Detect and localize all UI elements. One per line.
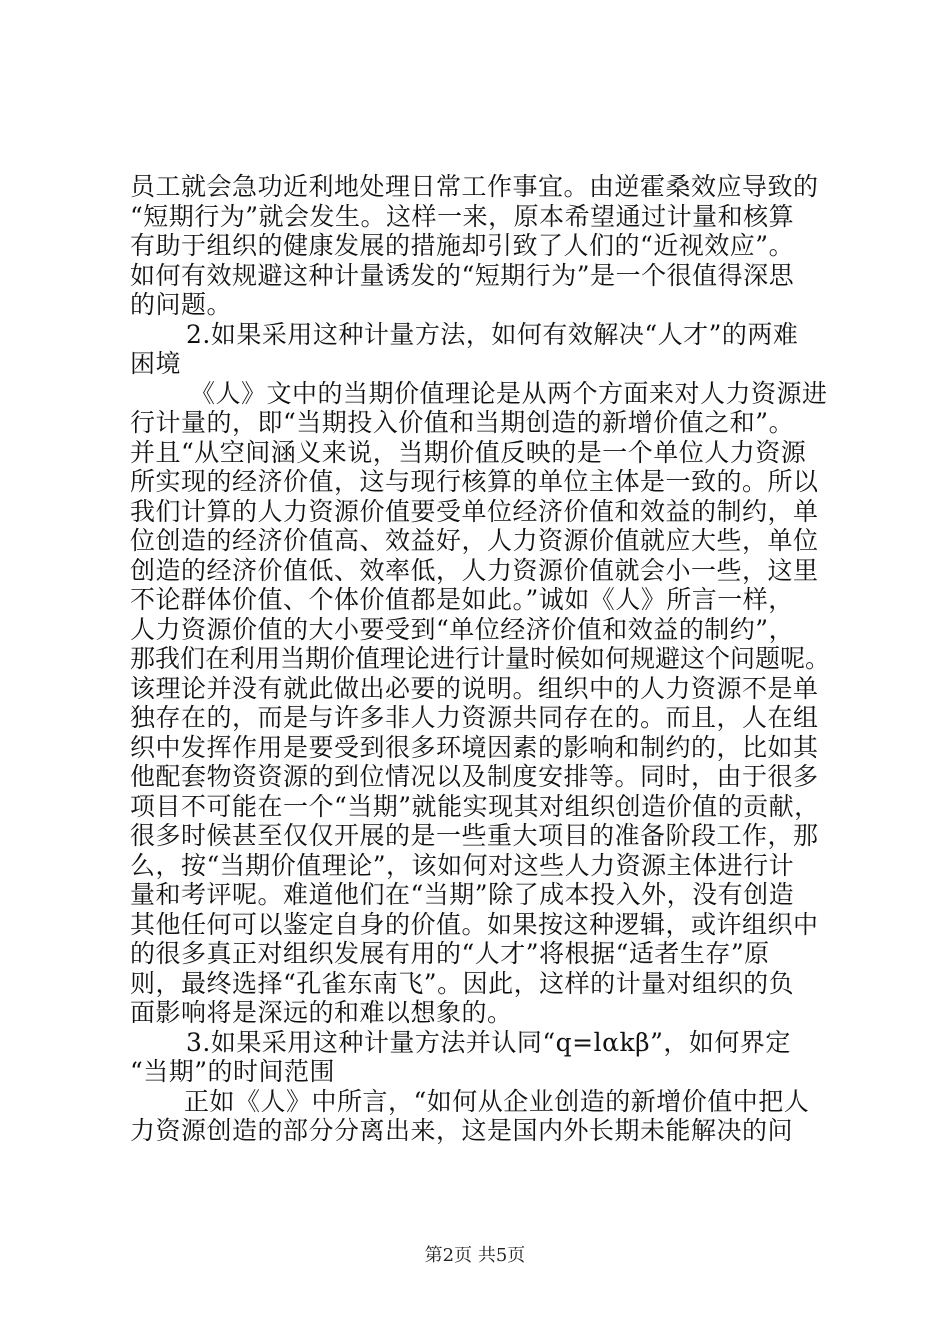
section-heading-2: 2.如果采用这种计量方法，如何有效解决“人才”的两难 bbox=[186, 319, 799, 349]
text-line: 的很多真正对组织发展有用的“人才”将根据“适者生存”原 bbox=[130, 939, 770, 968]
paragraph-start: 《人》文中的当期价值理论是从两个方面来对人力资源进 bbox=[190, 378, 828, 408]
section-heading-2-cont: 困境 bbox=[130, 349, 182, 378]
text-line: 那我们在利用当期价值理论进行计量时候如何规避这个问题呢。 bbox=[130, 644, 831, 673]
text-line: 员工就会急功近利地处理日常工作事宜。由逆霍桑效应导致的 bbox=[130, 172, 819, 201]
text-line: 人力资源价值的大小要受到“单位经济价值和效益的制约”， bbox=[130, 614, 795, 644]
text-line: 并且“从空间涵义来说，当期价值反映的是一个单位人力资源 bbox=[130, 437, 807, 467]
text-line: 则，最终选择“孔雀东南飞”。因此，这样的计量对组织的负 bbox=[130, 968, 795, 998]
text-line: 不论群体价值、个体价值都是如此。”诚如《人》所言一样， bbox=[130, 585, 794, 614]
text-line: 该理论并没有就此做出必要的说明。组织中的人力资源不是单 bbox=[130, 673, 819, 703]
text-line: 独存在的，而是与许多非人力资源共同存在的。而且，人在组 bbox=[130, 703, 819, 732]
text-line: 他配套物资资源的到位情况以及制度安排等。同时，由于很多 bbox=[130, 762, 819, 791]
text-line: 有助于组织的健康发展的措施却引致了人们的“近视效应”。 bbox=[130, 231, 795, 260]
text-line: 位创造的经济价值高、效益好，人力资源价值就应大些，单位 bbox=[130, 526, 819, 555]
text-line: 么，按“当期价值理论”，该如何对这些人力资源主体进行计 bbox=[130, 850, 795, 880]
text-line: 如何有效规避这种计量诱发的“短期行为”是一个很值得深思 bbox=[130, 260, 795, 290]
document-body bbox=[130, 172, 835, 1146]
text-line: 项目不可能在一个“当期”就能实现其对组织创造价值的贡献， bbox=[130, 791, 820, 821]
page-number-label: 第2页 共5页 bbox=[424, 1245, 526, 1266]
text-line: 力资源创造的部分分离出来，这是国内外长期未能解决的问 bbox=[130, 1116, 794, 1145]
text-line: 量和考评呢。难道他们在“当期”除了成本投入外，没有创造 bbox=[130, 880, 795, 909]
section-heading-3: 3.如果采用这种计量方法并认同“q=lαkβ”，如何界定 bbox=[186, 1027, 791, 1057]
page-footer bbox=[0, 1244, 950, 1268]
text-line: 很多时候甚至仅仅开展的是一些重大项目的准备阶段工作，那 bbox=[130, 821, 819, 850]
text-line: 我们计算的人力资源价值要受单位经济价值和效益的制约，单 bbox=[130, 496, 819, 526]
section-heading-3-cont: “当期”的时间范围 bbox=[130, 1057, 336, 1086]
text-line: 面影响将是深远的和难以想象的。 bbox=[130, 998, 513, 1027]
text-line: 行计量的，即“当期投入价值和当期创造的新增价值之和”。 bbox=[130, 408, 795, 437]
text-line: 创造的经济价值低、效率低，人力资源价值就会小一些，这里 bbox=[130, 555, 819, 585]
text-line: 其他任何可以鉴定自身的价值。如果按这种逻辑，或许组织中 bbox=[130, 909, 819, 939]
paragraph-start: 正如《人》中所言，“如何从企业创造的新增价值中把人 bbox=[184, 1086, 810, 1116]
text-line: 所实现的经济价值，这与现行核算的单位主体是一致的。所以 bbox=[130, 467, 819, 496]
text-line: 织中发挥作用是要受到很多环境因素的影响和制约的，比如其 bbox=[130, 732, 819, 762]
text-line: “短期行为”就会发生。这样一来，原本希望通过计量和核算 bbox=[130, 201, 795, 231]
text-line: 的问题。 bbox=[130, 290, 233, 319]
